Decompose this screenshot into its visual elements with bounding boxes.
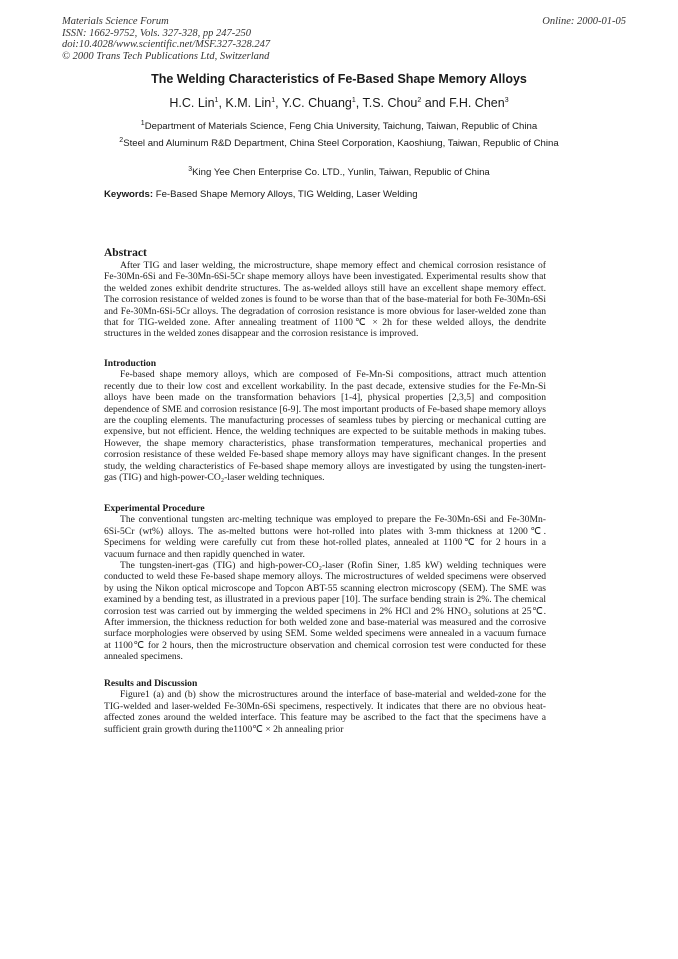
abstract-section: [104, 247, 546, 340]
author-separator: ,: [355, 96, 363, 110]
results-text: Figure1 (a) and (b) show the microstructures around the interface of base-material and welded-zone for the TIG-welded and laser-welded Fe-30Mn-6Si specimens, respectively. It indicates that there are no obvious heat-affected zones around the welded interface. This feature may be ascribed to the fact that the specimens have a sufficient grain growth during the1100℃ × 2h annealing prior: [104, 689, 546, 735]
author: K.M. Lin: [225, 96, 272, 110]
author: H.C. Lin: [169, 96, 215, 110]
author: T.S. Chou: [362, 96, 418, 110]
author-list: [60, 96, 618, 110]
author: Y.C. Chuang: [281, 96, 352, 110]
author-aff-mark: 2: [417, 96, 422, 104]
affiliation: [100, 118, 578, 133]
author-aff-mark: 1: [351, 96, 356, 104]
keywords: [104, 189, 418, 200]
copyright-line: © 2000 Trans Tech Publications Ltd, Switzerland: [62, 50, 270, 62]
author-aff-mark: 1: [214, 96, 219, 104]
online-date: Online: 2000-01-05: [542, 16, 626, 27]
affiliation-number: 1: [140, 120, 145, 127]
author-aff-mark: 1: [271, 96, 276, 104]
citation-header: [62, 16, 270, 62]
author-separator: ,: [275, 96, 282, 110]
author-separator: ,: [218, 96, 226, 110]
author: F.H. Chen: [449, 96, 505, 110]
experimental-section: [104, 503, 546, 663]
affiliation-number: 3: [188, 166, 193, 173]
experimental-paragraph: The conventional tungsten arc-melting technique was employed to prepare the Fe-30Mn-6Si and Fe-30Mn-6Si-5Cr (wt%) alloys. The as-melted buttons were hot-rolled into plates with 3-mm thickness at 1200℃. Specimens for welding were carefully cut from these hot-rolled plates, annealed at 1100℃ for 2 hours in a vacuum furnace and then rapidly quenched in water.: [104, 514, 546, 560]
keywords-label: Keywords:: [104, 189, 154, 200]
introduction-heading: Introduction: [104, 358, 157, 369]
introduction-section: [104, 358, 546, 483]
experimental-paragraph: The tungsten-inert-gas (TIG) and high-power-CO₂-laser (Rofin Siner, 1.85 kW) welding techniques were conducted to weld these Fe-based shape memory alloys. The microstructures of welded specimens were observed by using the Nikon optical microscope and Topcon ABT-55 scanning electron microscopy (SEM). The SME was examined by a bending test, as illustrated in a previous paper [10]. The surface bending strain is 2%. The chemical corrosion test was carried out by immerging the welded specimens in 2% HCl and 2% HNO₃ solutions at 25℃. After immersion, the thickness reduction for both welded zone and base-material was measured and the corrosive surface morphologies were observed by using SEM. Some welded specimens were annealed in a vacuum furnace at 1100℃ for 2 hours, then the microstructure observation and chemical corrosion test were conducted for these annealed specimens.: [104, 560, 546, 663]
affiliation: [100, 135, 578, 150]
affiliation-text: King Yee Chen Enterprise Co. LTD., Yunlin, Taiwan, Republic of China: [192, 167, 490, 179]
affiliation-text: Department of Materials Science, Feng Chia University, Taichung, Taiwan, Republic of China: [144, 121, 538, 133]
experimental-heading: Experimental Procedure: [104, 503, 205, 514]
author-aff-mark: 3: [504, 96, 509, 104]
paper-title: The Welding Characteristics of Fe-Based Shape Memory Alloys: [151, 72, 527, 86]
keywords-text: Fe-Based Shape Memory Alloys, TIG Welding, Laser Welding: [155, 189, 418, 200]
affiliation-text: Steel and Aluminum R&D Department, China Steel Corporation, Kaoshiung, Taiwan, Republic of China: [123, 138, 559, 150]
abstract-heading: Abstract: [104, 247, 147, 259]
affiliation-number: 2: [119, 137, 124, 144]
abstract-text: After TIG and laser welding, the microstructure, shape memory effect and chemical corrosion resistance of Fe-30Mn-6Si and Fe-30Mn-6Si-5Cr shape memory alloys have been investigated. Experimental results show that the welded zones exhibit dendrite structures. The as-welded alloys still have an excellent shape memory effect. The corrosion resistance of welded zones is found to be worse than that of the base-material for both Fe-30Mn-6Si and Fe-30Mn-6Si-5Cr alloys. The degradation of corrosion resistance is more obvious for laser-welded zone than that for TIG-welded zone. After annealing treatment of 1100℃ × 2h for these welded alloys, the dendrite structures in the welded zones disappear and the corrosion resistance is improved.: [104, 260, 546, 340]
results-section: [104, 678, 546, 735]
doi-line: doi:10.4028/www.scientific.net/MSF.327-328.247: [62, 39, 271, 50]
affiliation: [100, 164, 578, 179]
introduction-text: Fe-based shape memory alloys, which are composed of Fe-Mn-Si compositions, attract much attention recently due to their low cost and excellent workability. In the past decade, extensive studies for the Fe-Mn-Si alloys have been made on the transformation behaviors [1-4], physical properties [2,3,5] and composition dependence of SME and corrosion resistance [6-9]. The most important products of Fe-based shape memory alloys are the coupling elements. The manufacturing processes of seamless tubes by piercing or mechanical cutting are expensive, but not efficient. Hence, the welding techniques are expected to be suitable methods in making tubes. However, the shape memory characteristics, phase transformation temperatures, mechanical properties and corrosion resistance of these welded Fe-based shape memory alloys may have significant changes. In the present study, the welding characteristics of Fe-based shape memory alloys are investigated by using the tungsten-inert-gas (TIG) and high-power-CO₂-laser welding techniques.: [104, 369, 546, 484]
journal-name: Materials Science Forum: [62, 16, 169, 27]
issn-line: ISSN: 1662-9752, Vols. 327-328, pp 247-250: [62, 27, 251, 39]
author-separator: and: [421, 96, 450, 110]
results-heading: Results and Discussion: [104, 678, 198, 689]
